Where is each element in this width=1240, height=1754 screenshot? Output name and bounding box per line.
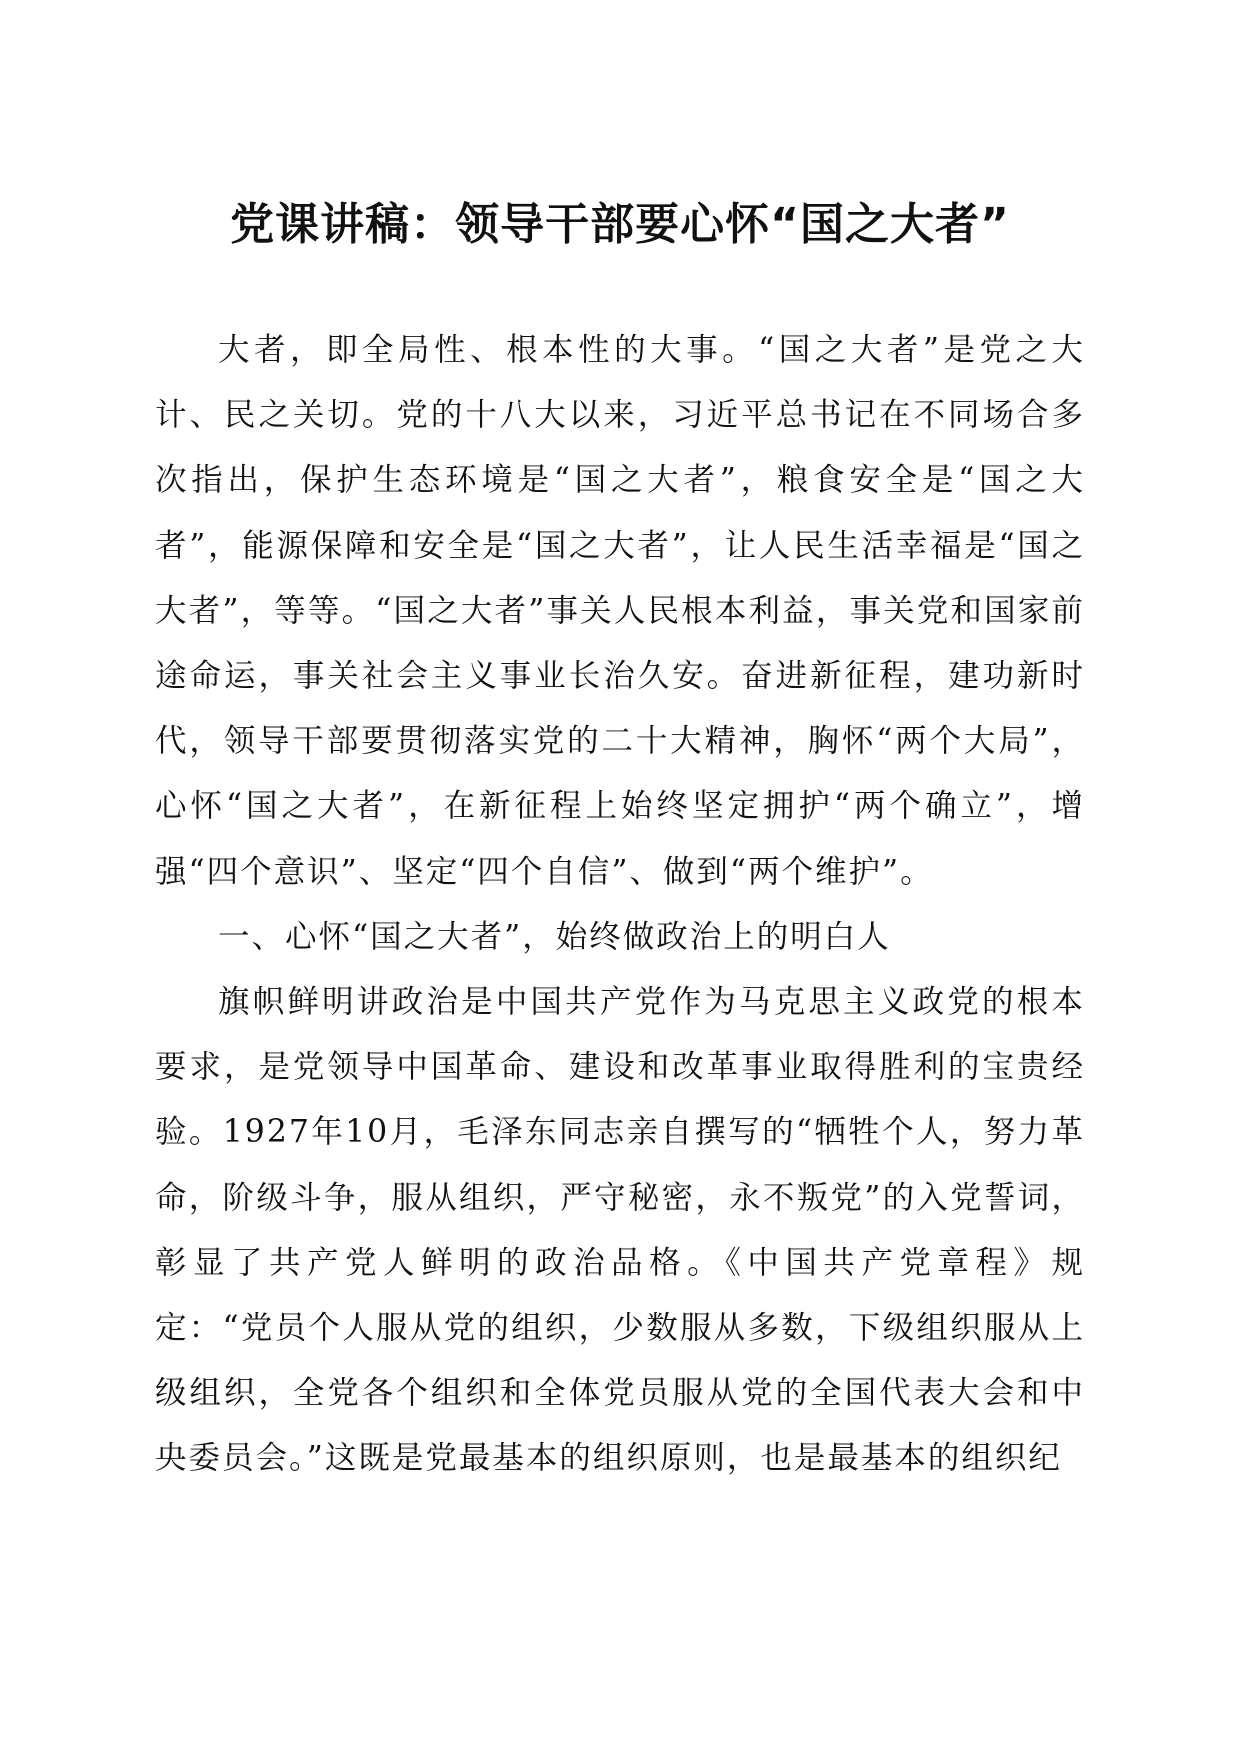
document-body (155, 318, 1085, 1492)
section-heading-1: 一、心怀“国之大者”，始终做政治上的明白人 (218, 918, 891, 955)
section-1-paragraph: 旗帜鲜明讲政治是中国共产党作为马克思主义政党的根本要求，是党领导中国革命、建设和改革事业取得胜利的宝贵经验。1927年10月，毛泽东同志亲自撰写的“牺牲个人，努力革命，阶级斗争，服从组织，严守秘密，永不叛党”的入党誓词，彰显了共产党人鲜明的政治品格。《中国共产党章程》规定：“党员个人服从党的组织，少数服从多数，下级组织服从上级组织，全党各个组织和全体党员服从党的全国代表大会和中央委员会。”这既是党最基本的组织原则，也是最基本的组织纪 (155, 984, 1085, 1477)
intro-paragraph: 大者，即全局性、根本性的大事。“国之大者”是党之大计、民之关切。党的十八大以来，习近平总书记在不同场合多次指出，保护生态环境是“国之大者”，粮食安全是“国之大者”，能源保障和安全是“国之大者”，让人民生活幸福是“国之大者”，等等。“国之大者”事关人民根本利益，事关党和国家前途命运，事关社会主义事业长治久安。奋进新征程，建功新时代，领导干部要贯彻落实党的二十大精神，胸怀“两个大局”，心怀“国之大者”，在新征程上始终坚定拥护“两个确立”，增强“四个意识”、坚定“四个自信”、做到“两个维护”。 (155, 332, 1085, 890)
document-title: 党课讲稿：领导干部要心怀“国之大者” (230, 199, 1010, 250)
